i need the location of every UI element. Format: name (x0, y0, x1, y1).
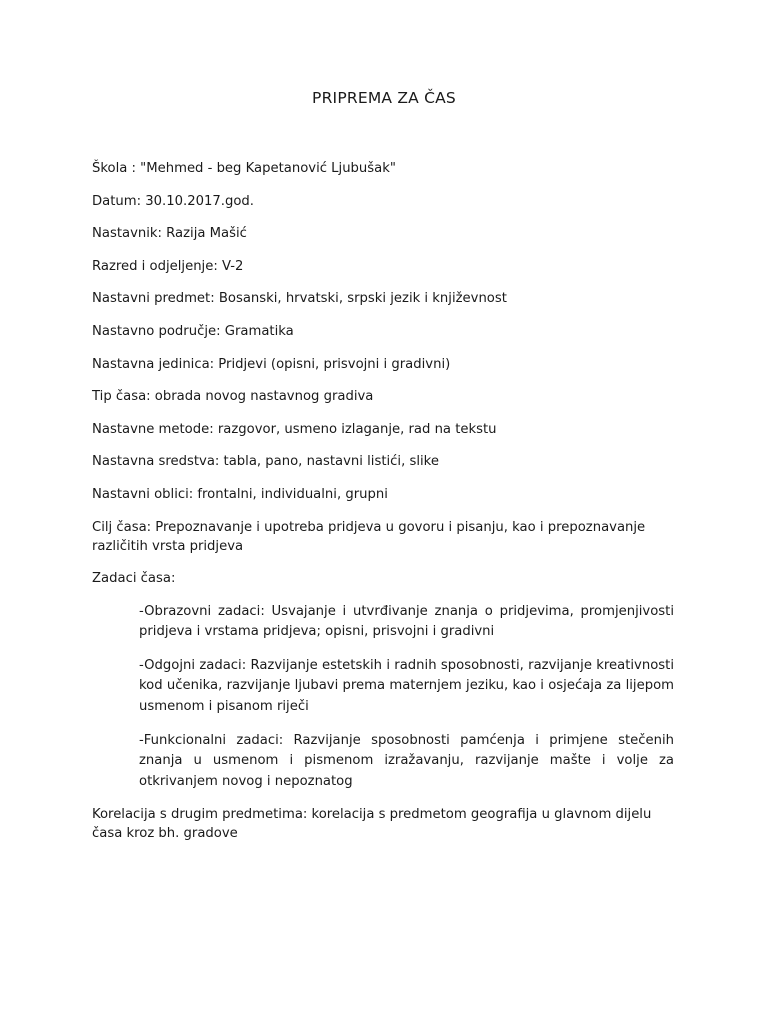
field-area: Nastavno područje: Gramatika (92, 323, 294, 339)
field-teacher: Nastavnik: Razija Mašić (92, 226, 247, 242)
task-list (139, 602, 674, 792)
field-class: Razred i odjeljenje: V-2 (92, 258, 244, 274)
field-lesson-type: Tip časa: obrada novog nastavnog gradiva (92, 389, 374, 405)
task-functional: -Funkcionalni zadaci: Razvijanje sposobnosti pamćenja i primjene stečenih znanja u usmenom i pismenom izražavanju, razvijanje mašte i volje za otkrivanjem novog i nepoznatog (139, 732, 674, 789)
field-forms: Nastavni oblici: frontalni, individualni, grupni (92, 486, 388, 502)
field-unit: Nastavna jedinica: Pridjevi (opisni, prisvojni i gradivni) (92, 356, 451, 372)
task-upbringing: -Odgojni zadaci: Razvijanje estetskih i radnih sposobnosti, razvijanje kreativnosti kod učenika, razvijanje ljubavi prema maternjem jeziku, kao i osjećaja za lijepom usmenom i pisanom riječi (139, 657, 674, 714)
field-date: Datum: 30.10.2017.god. (92, 193, 254, 209)
field-correlation: Korelacija s drugim predmetima: korelacija s predmetom geografija u glavnom dijelu časa kroz bh. gradove (92, 807, 652, 842)
document-title: PRIPREMA ZA ČAS (312, 89, 456, 107)
field-methods: Nastavne metode: razgovor, usmeno izlaganje, rad na tekstu (92, 421, 497, 437)
task-educational: -Obrazovni zadaci: Usvajanje i utvrđivanje znanja o pridjevima, promjenjivosti pridjeva i vrstama pridjeva; opisni, prisvojni i gradivni (139, 603, 674, 640)
field-goal: Cilj časa: Prepoznavanje i upotreba pridjeva u govoru i pisanju, kao i prepoznavanje različitih vrsta pridjeva (92, 519, 646, 554)
field-tasks-heading: Zadaci časa: (92, 571, 176, 587)
field-subject: Nastavni predmet: Bosanski, hrvatski, srpski jezik i književnost (92, 291, 507, 307)
document-body (92, 159, 682, 857)
field-school: Škola : "Mehmed - beg Kapetanović Ljubušak" (92, 161, 396, 176)
field-resources: Nastavna sredstva: tabla, pano, nastavni listići, slike (92, 454, 439, 470)
